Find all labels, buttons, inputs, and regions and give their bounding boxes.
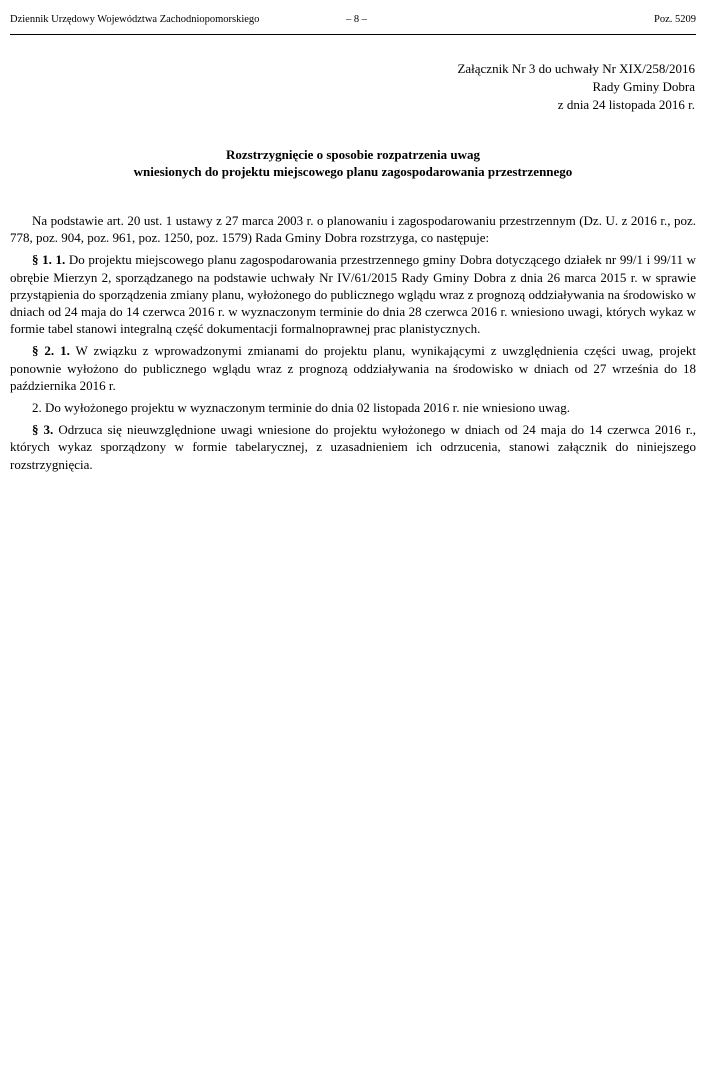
paragraph-1-text: Do projektu miejscowego planu zagospodarowania przestrzennego gminy Dobra dotyczącego działek nr 99/1 i 99/11 w obrębie Mierzyn 2, sporządzanego na podstawie uchwały Nr IV/61/2015 Rady Gminy Dobra z dnia 26 marca 2015 r. w sprawie przystąpienia do sporządzenia zmiany planu, wyłożonego do publicznego wglądu wraz z prognozą oddziaływania na środowisko w dniach od 24 maja do 14 czerwca 2016 r. w wyznaczonym terminie do dnia 28 czerwca 2016 r. wniesiono uwagi, których wykaz w formie tabel stanowi integralną część dokumentacji formalnoprawnej prac planistycznych. [10, 252, 696, 337]
annex-line-3: z dnia 24 listopada 2016 r. [557, 97, 695, 112]
paragraph-2-point-2: 2. Do wyłożonego projektu w wyznaczonym terminie do dnia 02 listopada 2016 r. nie wniesiono uwag. [32, 400, 570, 416]
paragraph-2 [10, 342, 696, 394]
paragraph-3-label: § 3. [32, 422, 54, 438]
paragraph-2-text: W związku z wprowadzonymi zmianami do projektu planu, wynikającymi z uwzględnienia części uwag, projekt ponownie wyłożono do publicznego wglądu wraz z prognozą oddziaływania na środowisko w dniach od 27 września do 18 października 2016 r. [10, 343, 696, 393]
header-divider [10, 34, 696, 35]
intro-paragraph: Na podstawie art. 20 ust. 1 ustawy z 27 marca 2003 r. o planowaniu i zagospodarowaniu przestrzennym (Dz. U. z 2016 r., poz. 778, poz. 904, poz. 961, poz. 1250, poz. 1579) Rada Gminy Dobra rozstrzyga, co następuje: [10, 213, 696, 246]
page-header [10, 14, 696, 34]
annex-reference [457, 60, 695, 114]
journal-name: Dziennik Urzędowy Województwa Zachodniopomorskiego [10, 14, 260, 25]
document-title [10, 146, 696, 180]
annex-line-1: Załącznik Nr 3 do uchwały Nr XIX/258/2016 [457, 61, 695, 76]
title-line-2: wniesionych do projektu miejscowego planu zagospodarowania przestrzennego [133, 164, 573, 179]
paragraph-3-text: Odrzuca się nieuwzględnione uwagi wniesione do projektu wyłożonego w dniach od 24 maja do 14 czerwca 2016 r., których wykaz sporządzony w formie tabelarycznej, z uzasadnieniem ich odrzucenia, stanowi załącznik do niniejszego rozstrzygnięcia. [10, 422, 696, 472]
paragraph-1-label: § 1. 1. [32, 252, 66, 268]
paragraph-1 [10, 251, 696, 337]
document-body [10, 212, 696, 478]
paragraph-2-label: § 2. 1. [32, 343, 70, 359]
page-number: – 8 – [346, 14, 367, 25]
title-line-1: Rozstrzygnięcie o sposobie rozpatrzenia uwag [226, 147, 480, 162]
paragraph-3 [10, 421, 696, 473]
annex-line-2: Rady Gminy Dobra [592, 79, 695, 94]
position-number: Poz. 5209 [654, 14, 696, 25]
